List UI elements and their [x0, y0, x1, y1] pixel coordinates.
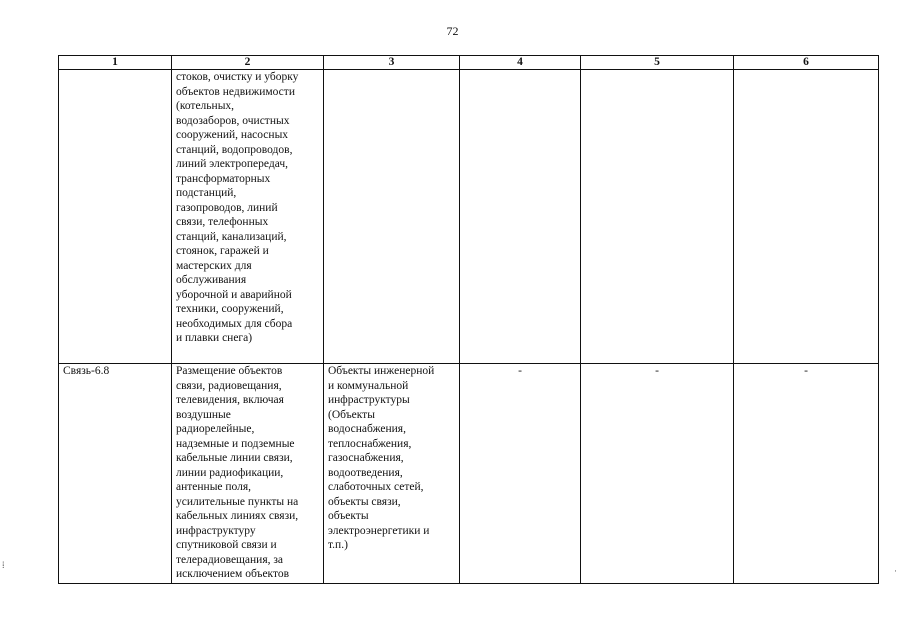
- row1-col2-line: мастерских для: [176, 259, 252, 272]
- scan-edge-mark-left: ⁞: [2, 560, 5, 570]
- header-col-1: 1: [59, 56, 172, 70]
- header-col-3: 3: [324, 56, 460, 70]
- row2-col3-line: Объекты инженерной: [328, 365, 435, 377]
- row1-col2-line: объектов недвижимости: [176, 85, 295, 98]
- row2-col3-line: объекты связи,: [328, 495, 401, 508]
- row2-col3-line: теплоснабжения,: [328, 437, 412, 450]
- row2-col2-line: связи, радиовещания,: [176, 379, 282, 392]
- row2-col3-line: газоснабжения,: [328, 452, 404, 464]
- row2-col2-line: спутниковой связи и: [176, 539, 277, 551]
- row2-col2-line: линии радиофикации,: [176, 466, 284, 479]
- scan-edge-mark-right: ·: [894, 566, 897, 576]
- row1-col2-line: трансформаторных: [176, 172, 271, 185]
- row1-col2-line: газопроводов, линий: [176, 201, 278, 214]
- row1-col2-line: обслуживания: [176, 274, 247, 286]
- row1-col2: [172, 70, 324, 364]
- row2-col3-line: слаботочных сетей,: [328, 481, 424, 493]
- row2-col6: -: [734, 364, 879, 584]
- row2-col2-line: инфраструктуру: [176, 524, 256, 537]
- table-row: [59, 364, 879, 584]
- row1-col2-line: необходимых для сбора: [176, 317, 293, 330]
- row1-col5: [581, 70, 734, 364]
- row2-col2-line: Размещение объектов: [176, 365, 283, 377]
- row2-col2-line: кабельные линии связи,: [176, 452, 293, 464]
- row1-col2-line: уборочной и аварийной: [176, 288, 292, 301]
- row1-col6: [734, 70, 879, 364]
- row1-col2-line: (котельных,: [176, 100, 235, 112]
- row1-col1: [59, 70, 172, 364]
- header-col-2: 2: [172, 56, 324, 70]
- row2-col2-line: исключением объектов: [176, 568, 290, 580]
- row2-col3-line: водоотведения,: [328, 466, 403, 479]
- header-col-4: 4: [460, 56, 581, 70]
- row2-col2-line: радиорелейные,: [176, 423, 255, 435]
- row1-col4: [460, 70, 581, 364]
- row1-col2-line: стоянок, гаражей и: [176, 245, 269, 257]
- row2-col2-line: кабельных линиях связи,: [176, 510, 299, 522]
- row2-col3-line: т.п.): [328, 539, 348, 551]
- row2-col5: -: [581, 364, 734, 584]
- row2-col1: Связь-6.8: [59, 364, 172, 584]
- regulations-table: [58, 55, 879, 584]
- row1-col2-line: подстанций,: [176, 187, 237, 199]
- row2-col3-line: инфраструктуры: [328, 394, 410, 406]
- row1-col2-line: связи, телефонных: [176, 216, 269, 228]
- header-col-5: 5: [581, 56, 734, 70]
- row1-col2-line: сооружений, насосных: [176, 129, 289, 141]
- row1-col2-line: водозаборов, очистных: [176, 114, 290, 127]
- row2-col2-line: антенные поля,: [176, 481, 252, 493]
- row1-col2-line: станций, канализаций,: [176, 230, 287, 243]
- row2-col3: [324, 364, 460, 584]
- row2-col2-line: телерадиовещания, за: [176, 553, 284, 566]
- row2-col2-line: усилительные пункты на: [176, 495, 299, 508]
- row2-col2-line: телевидения, включая: [176, 394, 284, 406]
- table-row: [59, 70, 879, 364]
- row2-col3-line: (Объекты: [328, 408, 375, 421]
- row1-col3: [324, 70, 460, 364]
- row1-col2-line: линий электропередач,: [176, 158, 289, 170]
- header-col-6: 6: [734, 56, 879, 70]
- row2-col2: [172, 364, 324, 584]
- row2-col2-line: воздушные: [176, 408, 231, 421]
- row2-col3-line: электроэнергетики и: [328, 524, 430, 537]
- row2-col3-line: объекты: [328, 510, 369, 522]
- row2-col3-line: и коммунальной: [328, 379, 409, 392]
- row2-col4: -: [460, 364, 581, 584]
- row1-col2-line: и плавки снега): [176, 332, 253, 344]
- row2-col3-line: водоснабжения,: [328, 423, 406, 435]
- page-number: 72: [446, 24, 459, 38]
- row2-col2-line: надземные и подземные: [176, 437, 295, 450]
- header-row: [59, 56, 879, 70]
- row1-col2-line: техники, сооружений,: [176, 303, 284, 315]
- row1-col2-line: станций, водопроводов,: [176, 143, 293, 156]
- row1-col2-line: стоков, очистку и уборку: [176, 71, 299, 83]
